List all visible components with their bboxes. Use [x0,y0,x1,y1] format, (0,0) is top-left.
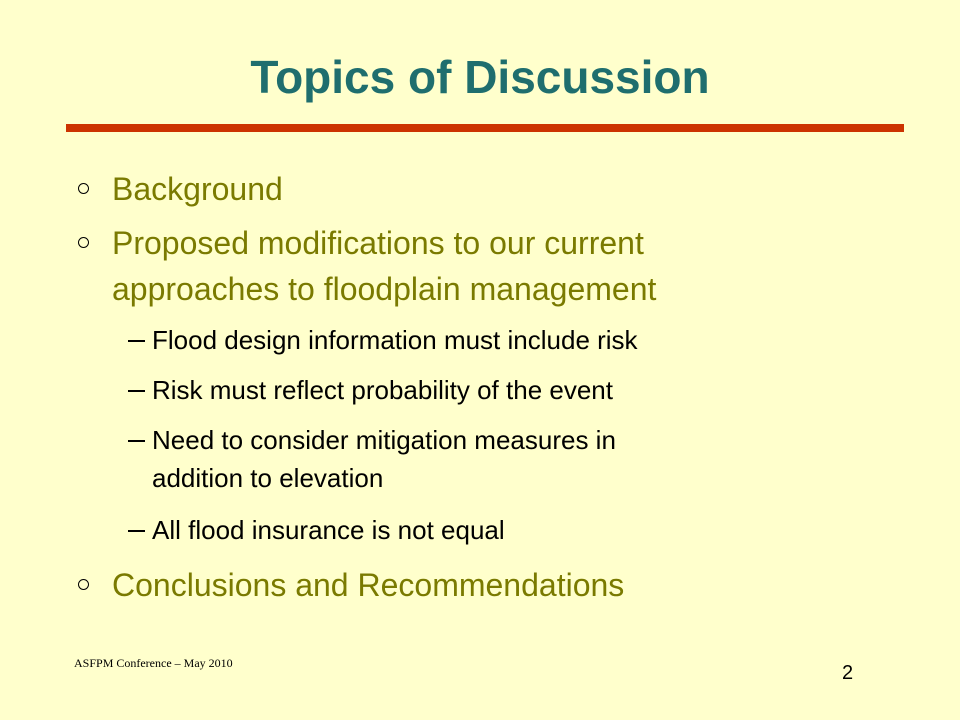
dash-icon [128,390,145,392]
footer-text: ASFPM Conference – May 2010 [74,656,233,670]
bullet-icon [78,237,89,248]
bullet-text: Conclusions and Recommendations [112,567,625,603]
sub-bullet-text-line: addition to elevation [152,463,384,493]
bullet-text-line: approaches to floodplain management [112,271,657,307]
bullet-icon [78,579,89,590]
dash-icon [128,530,145,532]
sub-bullet-text: All flood insurance is not equal [152,515,505,545]
sub-bullet-text-line: Need to consider mitigation measures in [152,425,616,455]
sub-bullet-text: Risk must reflect probability of the event [152,375,613,405]
bullet-text-line: Proposed modifications to our current [112,225,644,261]
dash-icon [128,340,145,342]
page-number: 2 [842,662,854,684]
sub-bullet-text: Flood design information must include risk [152,325,638,355]
slide-title: Topics of Discussion [250,51,710,103]
bullet-icon [78,183,89,194]
bullet-text: Background [112,171,283,207]
dash-icon [128,440,145,442]
title-divider [66,124,904,132]
